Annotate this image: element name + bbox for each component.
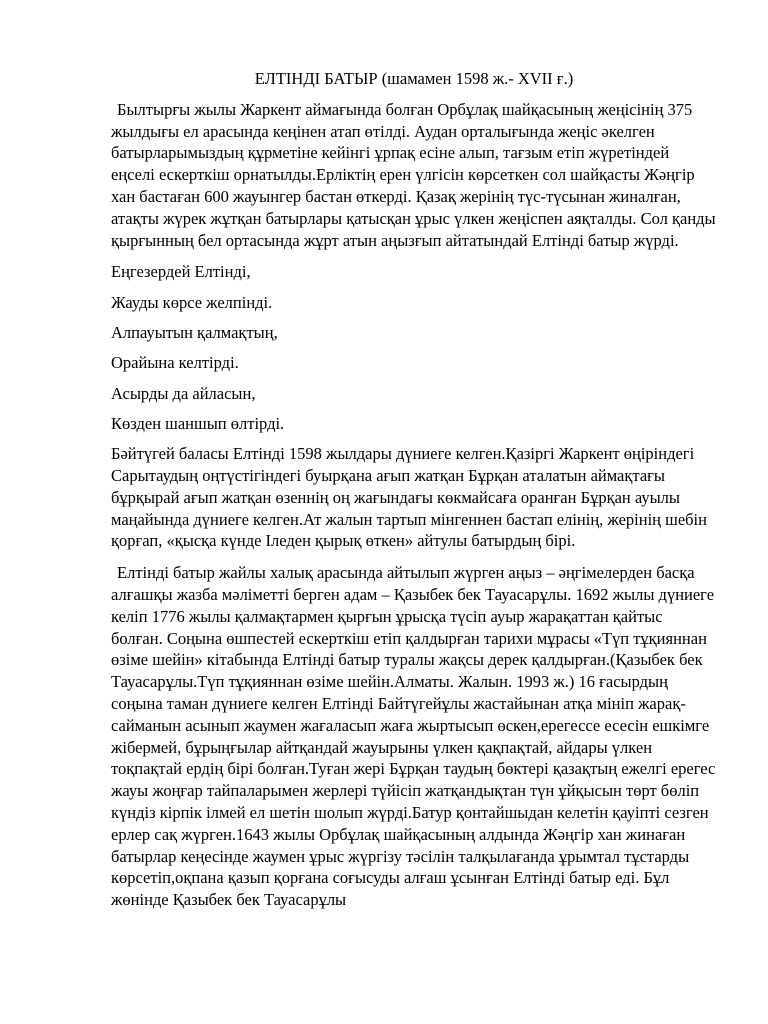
document-title: ЕЛТІНДІ БАТЫР (шамамен 1598 ж.- XVII ғ.) [254, 69, 574, 88]
verse-line: Асырды да айласын, [111, 383, 256, 403]
paragraph-birth: Бәйтүгей баласы Елтінді 1598 жылдары дүниеге келген.Қазіргі Жаркент өңіріндегі Сарытаудың оңтүстігіндегі буырқана ағып жатқан Бұрқан аталатын аймақтағы бұрқырай ағып жатқан өзеннің оң жағындағы көкмайсаға оранған Бұрқан ауылы маңайында дүниеге келген.Ат жалын тартып мінгеннен бастап елінің, жерінің шебін қорғап, «қысқа күнде Іледен қырық өткен» айтулы батырдың бірі. [111, 444, 707, 551]
verse-line: Көзден шаншып өлтірді. [111, 413, 285, 433]
paragraph-intro: Былтырғы жылы Жаркент аймағында болған Орбұлақ шайқасының жеңісінің 375 жылдығы ел арасында кеңінен атап өтілді. Аудан орталығында жеңіс әкелген батырларымыздың құрметіне кейінгі ұрпақ есіне алып, тағзым етіп жүретіндей еңселі ескерткіш орнатылды.Ерліктің ерен үлгісін көрсеткен сол шайқасты Жәңгір хан бастаған 600 жауынгер бастан өткерді. Қазақ жерінің түс-түсынан жиналған, атақты жүрек жұтқан батырлары қатысқан ұрыс үлкен жеңіспен аяқталды. Сол қанды қырғынның бел ортасында жұрт атын аңызғып айтатындай Елтінді батыр жүрді. [111, 99, 716, 250]
verse-line: Жауды көрсе желпінді. [111, 292, 273, 312]
verse-line: Орайына келтірді. [111, 353, 239, 373]
document-page [111, 68, 717, 921]
verse-line: Еңгезердей Елтінді, [111, 262, 251, 282]
verse-line: Алпауытын қалмақтың, [111, 322, 278, 342]
paragraph-history: Елтінді батыр жайлы халық арасында айтылып жүрген аңыз – әңгімелерден басқа алғашқы жазба мәліметті берген адам – Қазыбек бек Тауасарұлы. 1692 жылы дүниеге келіп 1776 жылы қалмақтармен қырғын ұрысқа түсіп ауыр жарақаттан қайтыс болған. Соңына өшпестей ескерткіш етіп қалдырған тарихи мұрасы «Түп тұқияннан өзіме шейін» кітабында Елтінді батыр туралы жақсы дерек қалдырған.(Қазыбек бек Тауасарұлы.Түп тұқияннан өзіме шейін.Алматы. Жалын. 1993 ж.) 16 ғасырдың соңына таман дүниеге келген Елтінді Байтүгейұлы жастайынан атқа мініп жарақ-сайманын асынып жаумен жағаласып жаға жыртысып өскен,ерегессе есесін ешкімге жібермей, бұрыңғылар айтқандай жауырыны үлкен қақпақтай, айдары үлкен тоқпақтай ердің бірі болған.Туған жері Бұрқан таудың бөктері қазақтың ежелгі ерегес жауы жоңғар тайпаларымен жерлері түйісіп жатқандықтан түн ұйқысын төрт бөліп күндіз кірпік ілмей ел шетін шолып жүрді.Батур қонтайшыдан келетін қауіпті сезген ерлер сақ жүрген.1643 жылы Орбұлақ шайқасының алдында Жәңгір хан жинаған батырлар кеңесінде жаумен ұрыс жүргізу тәсілін талқылағанда ұрымтал тұстарды көрсетіп,оқпана қазып қорғана соғысуды алғаш ұсынған Елтінді батыр еді. Бұл жөнінде Қазыбек бек Тауасарұлы [111, 563, 716, 910]
